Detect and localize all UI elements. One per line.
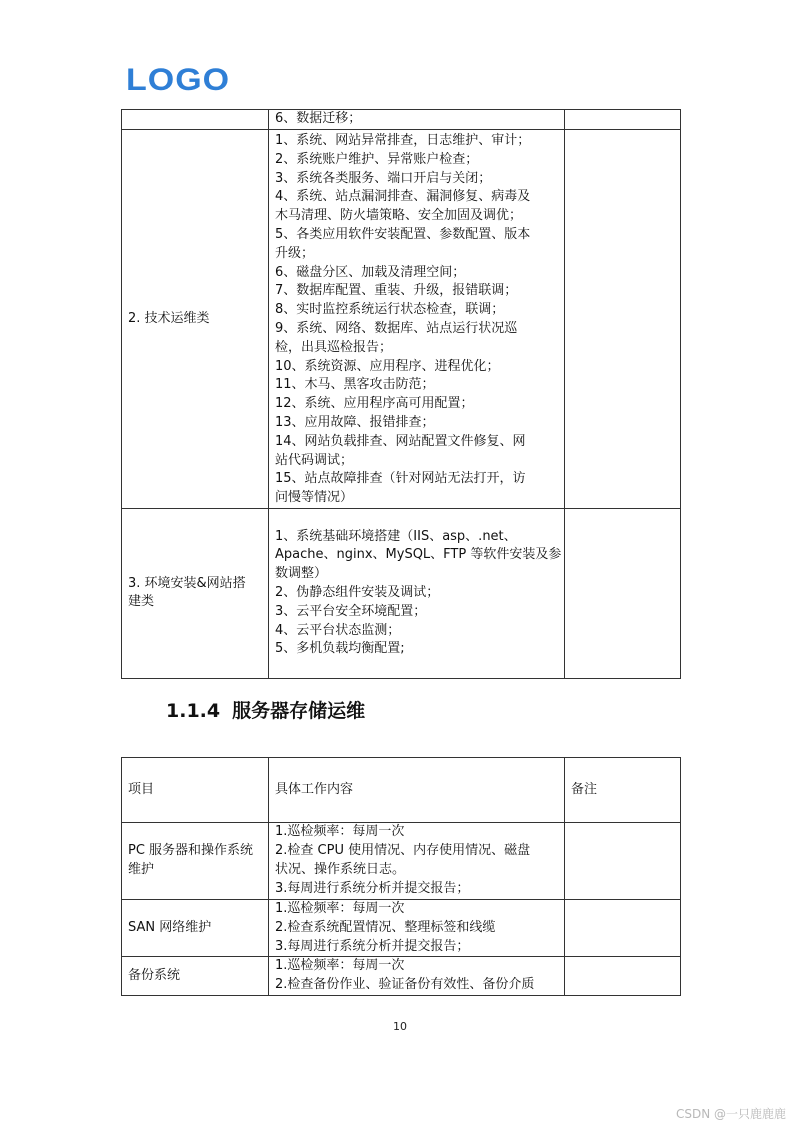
section-heading [166, 698, 365, 724]
category-cell [122, 130, 269, 509]
table-row [122, 900, 681, 957]
server-storage-table [121, 757, 681, 996]
content-line: 10、系统资源、应用程序、进程优化； [275, 358, 500, 374]
content-line: 1、系统、网站异常排查，日志维护、审计； [275, 133, 531, 148]
watermark: CSDN @一只鹿鹿鹿 [675, 1107, 786, 1121]
content-line: 13、应用故障、报错排查； [275, 414, 435, 430]
note-cell [565, 823, 681, 900]
content-cell [269, 957, 565, 996]
table-row [122, 508, 681, 678]
note-cell [565, 110, 681, 130]
table-row [122, 110, 681, 130]
content-line: 5、各类应用软件安装配置、参数配置、版本 [275, 226, 531, 242]
note-cell [565, 957, 681, 996]
section-title: 服务器存储运维 [232, 700, 366, 722]
item-cell [122, 823, 269, 900]
header-note: 备注 [565, 758, 681, 823]
category-label: 2. 技术运维类 [128, 310, 210, 326]
table-header-row [122, 758, 681, 823]
content-line: 4、云平台状态监测； [275, 622, 401, 638]
content-line: 6、磁盘分区、加载及清理空间； [275, 264, 466, 280]
content-line: 升级； [275, 245, 315, 261]
content-line: 2、伪静态组件安装及调试； [275, 585, 440, 601]
content-cell [269, 130, 565, 509]
item-label: PC 服务器和操作系统 [128, 843, 254, 859]
note-cell [565, 508, 681, 678]
category-label: 建类 [128, 594, 155, 610]
content-line: 1.巡检频率：每周一次 [275, 824, 405, 840]
content-line: 2.检查系统配置情况、整理标签和线缆 [275, 919, 496, 935]
category-label: 3. 环境安装&网站搭 [128, 575, 246, 591]
table-row [122, 130, 681, 509]
table-row [122, 957, 681, 996]
content-cell [269, 508, 565, 678]
content-line: 问慢等情况） [275, 490, 354, 506]
content-line: 3、系统各类服务、端口开启与关闭； [275, 170, 492, 186]
item-label: SAN 网络维护 [128, 919, 212, 935]
content-line: 14、网站负载排查、网站配置文件修复、网 [275, 433, 526, 449]
note-cell [565, 900, 681, 957]
content-line: 7、数据库配置、重装、升级，报错联调； [275, 283, 518, 299]
content-line: 5、多机负载均衡配置; [275, 641, 405, 657]
content-line: 状况、操作系统日志。 [275, 862, 406, 877]
item-cell [122, 900, 269, 957]
content-line: 1.巡检频率：每周一次 [275, 901, 405, 916]
item-label: 维护 [128, 862, 155, 877]
content-line: 8、实时监控系统运行状态检查，联调； [275, 302, 505, 318]
category-cell [122, 110, 269, 130]
content-cell [269, 110, 565, 130]
content-line: 2.检查备份作业、验证备份有效性、备份介质 [275, 977, 535, 993]
content-line: 15、站点故障排查（针对网站无法打开，访 [275, 471, 526, 487]
category-cell [122, 508, 269, 678]
content-line: 3.每周进行系统分析并提交报告； [275, 938, 470, 954]
table-row [122, 823, 681, 900]
item-cell [122, 957, 269, 996]
content-line: 2.检查 CPU 使用情况、内存使用情况、磁盘 [275, 843, 531, 859]
content-line: 木马清理、防火墙策略、安全加固及调优； [275, 208, 523, 224]
content-cell [269, 900, 565, 957]
content-line: 3、云平台安全环境配置； [275, 603, 427, 619]
logo: LOGO [126, 62, 231, 98]
content-line: 站代码调试； [275, 452, 354, 468]
page-number: 10 [393, 1020, 407, 1033]
note-cell [565, 130, 681, 509]
header-item: 项目 [122, 758, 269, 823]
content-line: 1.巡检频率：每周一次 [275, 958, 405, 974]
header-content: 具体工作内容 [269, 758, 565, 823]
content-line: Apache、nginx、MySQL、FTP 等软件安装及参 [275, 547, 562, 563]
content-line: 1、系统基础环境搭建（IIS、asp、.net、 [275, 528, 517, 544]
operations-table [121, 109, 681, 679]
item-label: 备份系统 [128, 967, 181, 983]
content-line: 2、系统账户维护、异常账户检查； [275, 151, 479, 167]
content-line: 3.每周进行系统分析并提交报告； [275, 880, 470, 896]
content-line: 数调整） [275, 566, 328, 582]
content-line: 4、系统、站点漏洞排查、漏洞修复、病毒及 [275, 189, 531, 205]
content-line: 9、系统、网络、数据库、站点运行状况巡 [275, 320, 518, 336]
content-line: 6、数据迁移； [275, 111, 362, 126]
content-line: 检，出具巡检报告； [275, 339, 393, 355]
content-line: 11、木马、黑客攻击防范； [275, 377, 435, 393]
content-cell [269, 823, 565, 900]
content-line: 12、系统、应用程序高可用配置； [275, 396, 474, 412]
section-number: 1.1.4 [166, 700, 221, 722]
